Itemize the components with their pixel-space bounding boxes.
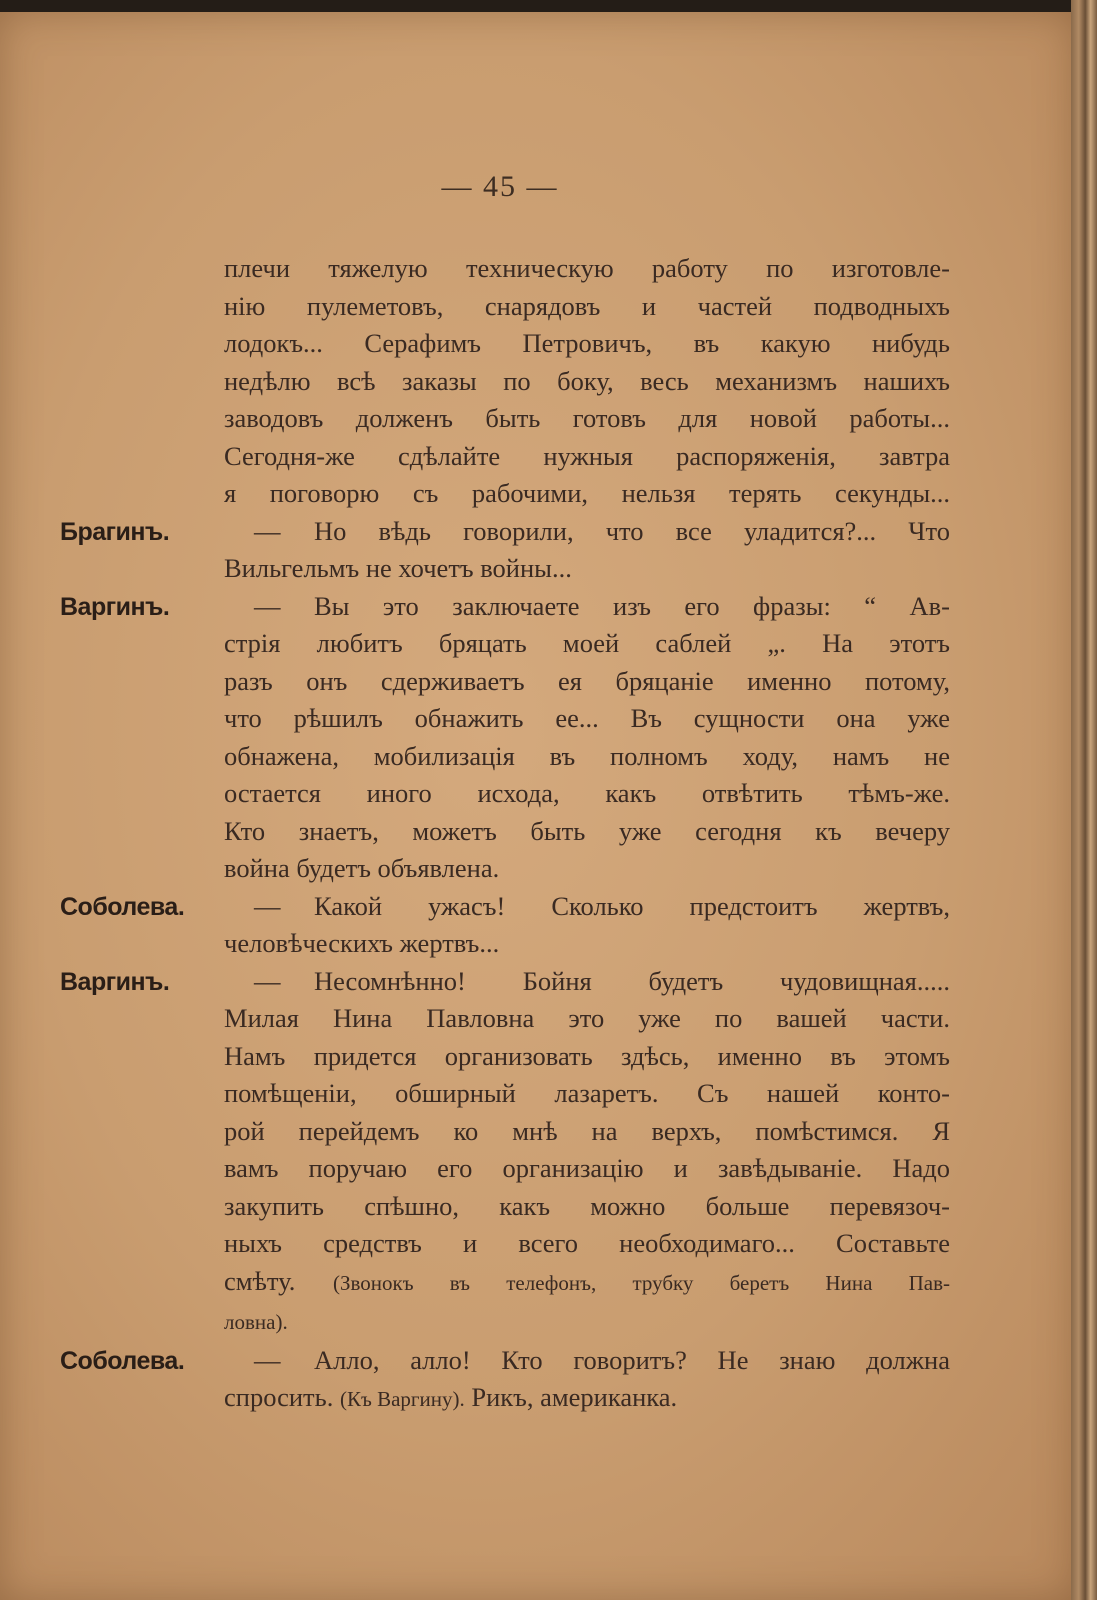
speech-first: Алло, алло! Кто говоритъ? Не знаю должна <box>314 1344 950 1375</box>
speech-first: Какой ужасъ! Сколько предстоитъ жертвъ, <box>314 890 950 921</box>
speech <box>224 888 950 963</box>
text-line <box>224 1342 950 1380</box>
stage-direction: ловна). <box>224 1310 288 1334</box>
book-page <box>0 12 1075 1600</box>
intro-speech <box>224 250 950 513</box>
dialogue-dash: — <box>254 1344 281 1375</box>
speech <box>224 963 950 1342</box>
text-line: разъ онъ сдерживаетъ ея бряцаніе именно потому, <box>224 665 950 696</box>
speech-first: Несомнѣнно! Бойня будетъ чудовищная..... <box>314 965 950 996</box>
stage-direction: (Къ Варгину). <box>339 1387 465 1411</box>
speech <box>224 1342 950 1419</box>
text-line: стрія любитъ бряцать моей саблей „. На этотъ <box>224 628 950 658</box>
text-line: рой перейдемъ ко мнѣ на верхъ, помѣстимся. Я <box>224 1115 950 1146</box>
text-line <box>224 588 950 626</box>
text-line: человѣческихъ жертвъ... <box>224 928 500 958</box>
text-line: недѣлю всѣ заказы по боку, весь механизмъ нашихъ <box>224 365 950 396</box>
text-line: Намъ придется организовать здѣсь, именно въ этомъ <box>224 1040 950 1071</box>
dialogue-entry <box>60 1342 950 1419</box>
page-number: — 45 — <box>441 170 559 203</box>
text-line: нію пулеметовъ, снарядовъ и частей подводныхъ <box>224 290 950 321</box>
text-line: помѣщеніи, обширный лазаретъ. Съ нашей конто- <box>224 1078 950 1108</box>
text-line: ныхъ средствъ и всего необходимаго... Составьте <box>224 1228 950 1258</box>
text-line: обнажена, мобилизація въ полномъ ходу, намъ не <box>224 740 950 771</box>
dialogue-dash: — <box>254 965 281 996</box>
text-line: война будетъ объявлена. <box>224 853 500 883</box>
speech-text: смѣту. <box>224 1265 296 1296</box>
speaker-empty <box>60 250 224 513</box>
text-line: Кто знаетъ, можетъ быть уже сегодня къ вечеру <box>224 815 950 846</box>
speech-text: Рикъ, американка. <box>471 1382 678 1412</box>
speech-first: Но вѣдь говорили, что все уладится?... Что <box>314 515 950 546</box>
dialogue-entry <box>60 888 950 963</box>
dialogue-entry <box>60 588 950 888</box>
intro-paragraph <box>60 250 950 513</box>
text-line: остается иного исхода, какъ отвѣтить тѣмъ-же. <box>224 778 950 808</box>
page-text <box>60 250 950 1419</box>
text-line: Сегодня-же сдѣлайте нужныя распоряженія, завтра <box>224 440 950 471</box>
text-line <box>224 888 950 926</box>
text-line: закупить спѣшно, какъ можно больше перевязоч- <box>224 1190 950 1221</box>
page-edge-binding <box>1071 0 1097 1600</box>
dialogue-dash: — <box>254 590 281 621</box>
text-line: Вильгельмъ не хочетъ войны... <box>224 553 572 583</box>
speaker-name: Варгинъ. <box>60 592 170 621</box>
dialogue-entry <box>60 513 950 588</box>
speech-first: Вы это заключаете изъ его фразы: “ Ав- <box>314 590 950 621</box>
text-line <box>224 513 950 551</box>
speech-text: спросить. <box>224 1382 334 1412</box>
text-line: что рѣшилъ обнажить ее... Въ сущности она уже <box>224 703 950 733</box>
text-line: плечи тяжелую техническую работу по изготовле- <box>224 253 950 283</box>
speaker-name: Соболева. <box>60 892 185 921</box>
speaker-name: Варгинъ. <box>60 967 170 996</box>
text-line <box>224 963 950 1001</box>
text-line <box>224 1379 950 1419</box>
dialogue-entry <box>60 963 950 1342</box>
text-line: Милая Нина Павловна это уже по вашей части. <box>224 1003 950 1033</box>
text-line: лодокъ... Серафимъ Петровичъ, въ какую нибудь <box>224 328 950 358</box>
speech <box>224 513 950 588</box>
text-line: я поговорю съ рабочими, нельзя терять секунды... <box>224 478 950 508</box>
text-line <box>224 1263 950 1303</box>
stage-direction: (Звонокъ въ телефонъ, трубку беретъ Нина Пав- <box>332 1270 950 1295</box>
dialogue-dash: — <box>254 515 281 546</box>
speaker-name: Соболева. <box>60 1346 185 1375</box>
text-line <box>224 1302 950 1342</box>
dialogue-dash: — <box>254 890 281 921</box>
text-line: вамъ поручаю его организацію и завѣдываніе. Надо <box>224 1153 950 1183</box>
scan-top-border <box>0 0 1097 12</box>
text-line: заводовъ долженъ быть готовъ для новой работы... <box>224 403 950 433</box>
speaker-name: Брагинъ. <box>60 517 170 546</box>
speech <box>224 588 950 888</box>
